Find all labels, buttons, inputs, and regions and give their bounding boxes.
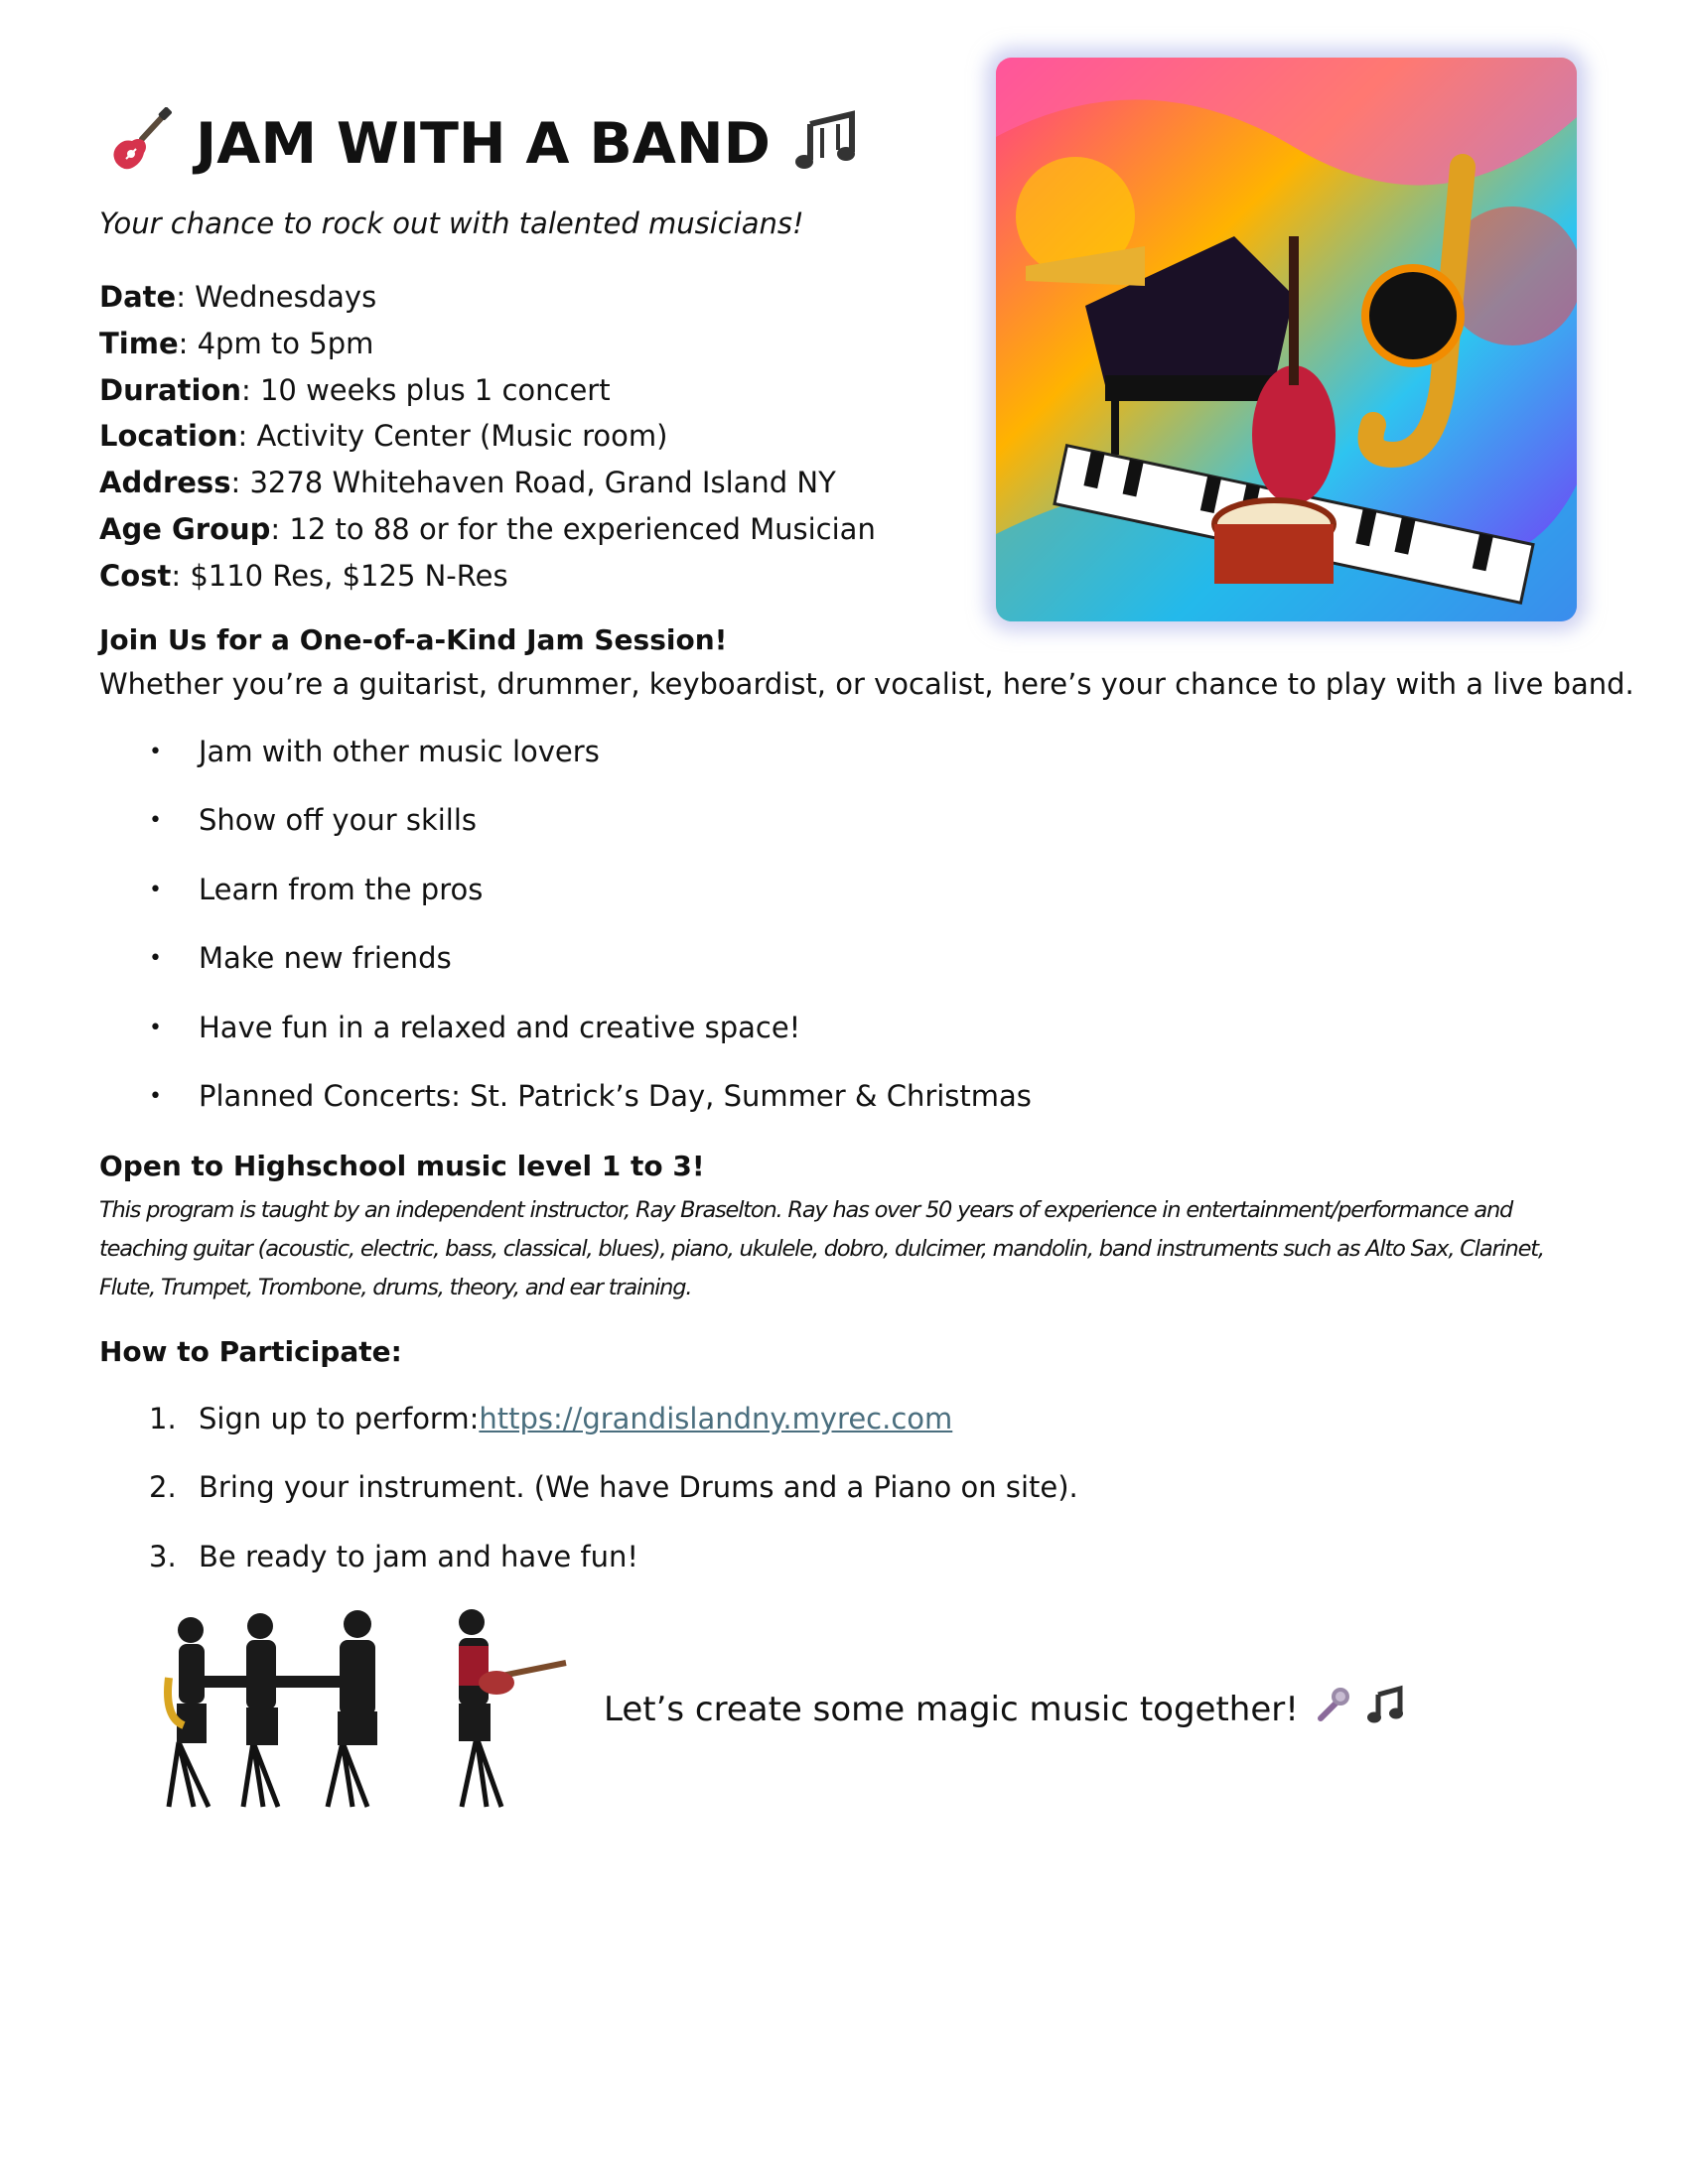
detail-location: Location: Activity Center (Music room) bbox=[99, 419, 668, 454]
music-note-icon bbox=[1366, 1685, 1406, 1733]
page-title: JAM WITH A BAND bbox=[196, 111, 771, 177]
open-heading: Open to Highschool music level 1 to 3! bbox=[99, 1150, 705, 1182]
subtitle: Your chance to rock out with talented musicians! bbox=[99, 206, 804, 240]
microphone-icon bbox=[1313, 1685, 1352, 1733]
benefits-list bbox=[149, 735, 1032, 1148]
detail-date: Date: Wednesdays bbox=[99, 280, 377, 314]
signup-link[interactable]: https://grandislandny.myrec.com bbox=[479, 1402, 953, 1435]
step-item: 1. Sign up to perform: https://grandislandny.myrec.com bbox=[149, 1402, 1078, 1470]
join-text: Whether you’re a guitarist, drummer, keyboardist, or vocalist, here’s your chance to play with a live band. bbox=[99, 667, 1634, 701]
title-row bbox=[104, 107, 862, 181]
step-item: 2. Bring your instrument. (We have Drums and a Piano on site). bbox=[149, 1470, 1078, 1505]
detail-duration: Duration: 10 weeks plus 1 concert bbox=[99, 372, 611, 407]
list-item: • Planned Concerts: St. Patrick’s Day, Summer & Christmas bbox=[149, 1078, 1032, 1113]
detail-time: Time: 4pm to 5pm bbox=[99, 326, 374, 360]
detail-address: Address: 3278 Whitehaven Road, Grand Island NY bbox=[99, 466, 836, 500]
closing-line bbox=[604, 1685, 1406, 1733]
closing-text: Let’s create some magic music together! bbox=[604, 1689, 1299, 1729]
list-item: • Have fun in a relaxed and creative space! bbox=[149, 1010, 801, 1044]
join-heading: Join Us for a One-of-a-Kind Jam Session! bbox=[99, 623, 728, 656]
participate-steps bbox=[149, 1402, 1078, 1608]
detail-cost: Cost: $110 Res, $125 N-Res bbox=[99, 558, 508, 593]
step-item: 3. Be ready to jam and have fun! bbox=[149, 1539, 639, 1573]
music-notes-icon bbox=[792, 110, 862, 178]
band-photo bbox=[149, 1608, 586, 1817]
instructor-bio: This program is taught by an independent instructor, Ray Braselton. Ray has over 50 years of experience in entertainment/performance and teaching guitar (acoustic, electric, bass, classical, blues), piano, ukulele, dobro, dulcimer, mandolin, band instruments such as Alto Sax, Clarinet, Flute, Trumpet, Trombone, drums, theory, and ear training. bbox=[99, 1197, 1544, 1300]
participate-heading: How to Participate: bbox=[99, 1335, 402, 1368]
guitar-icon bbox=[104, 107, 174, 181]
event-details bbox=[99, 274, 876, 600]
list-item: • Jam with other music lovers bbox=[149, 735, 600, 768]
list-item: • Show off your skills bbox=[149, 803, 478, 838]
list-item: • Make new friends bbox=[149, 941, 452, 976]
detail-age-group: Age Group: 12 to 88 or for the experienced Musician bbox=[99, 511, 876, 546]
list-item: • Learn from the pros bbox=[149, 872, 484, 906]
instruments-illustration bbox=[996, 58, 1577, 621]
